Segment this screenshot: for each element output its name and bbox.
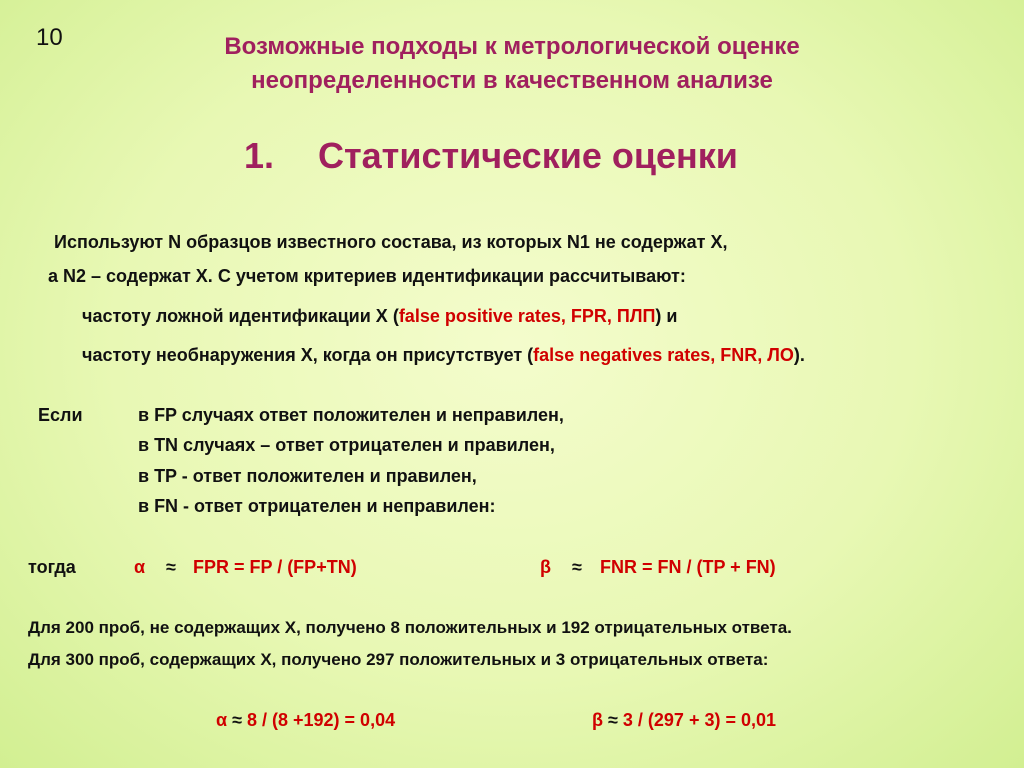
beta-result-calc: 3 / (297 + 3) = 0,01 — [617, 710, 777, 730]
alpha-result-approx: ≈ — [232, 710, 242, 730]
beta-result — [592, 710, 776, 731]
alpha-result — [216, 710, 395, 731]
slide-title-line-2: неопределенности в качественном анализе — [251, 67, 773, 94]
intro-line-2: а N2 – содержат X. С учетом критериев идентификации рассчитывают: — [48, 266, 686, 286]
section-number: 1. — [244, 135, 275, 176]
fnr-close: ). — [793, 345, 805, 365]
fnr-text: частоту необнаружения X, когда он присутствует ( — [82, 345, 534, 365]
then-label: тогда — [28, 557, 76, 577]
case-tp: в TP - ответ положителен и правилен, — [138, 466, 477, 486]
fpr-close: ) и — [655, 306, 678, 326]
section-heading — [244, 135, 738, 177]
slide-number: 10 — [36, 24, 63, 51]
data-line-2: Для 300 проб, содержащих X, получено 297 положительных и 3 отрицательных ответа: — [28, 650, 769, 669]
alpha-approx: ≈ — [166, 557, 176, 577]
fnr-formula: FNR = FN / (TP + FN) — [600, 557, 776, 577]
case-fp: в FP случаях ответ положителен и неправилен, — [138, 405, 564, 425]
data-line-1: Для 200 проб, не содержащих X, получено 8 положительных и 192 отрицательных ответа. — [28, 618, 792, 637]
section-title: Статистические оценки — [318, 135, 738, 176]
beta-approx: ≈ — [572, 557, 582, 577]
fnr-term: false negatives rates, FNR, ЛО — [533, 345, 794, 365]
fpr-formula: FPR = FP / (FP+TN) — [193, 557, 357, 577]
case-tn: в TN случаях – ответ отрицателен и правилен, — [138, 435, 555, 455]
if-label: Если — [38, 405, 83, 425]
intro-line-1: Используют N образцов известного состава, из которых N1 не содержат X, — [54, 232, 728, 252]
alpha-result-symbol: α — [216, 710, 228, 730]
beta-result-approx: ≈ — [608, 710, 618, 730]
intro-line-3 — [82, 306, 677, 327]
alpha-result-calc: 8 / (8 +192) = 0,04 — [241, 710, 396, 730]
case-fn: в FN - ответ отрицателен и неправилен: — [138, 496, 496, 516]
beta-symbol: β — [540, 557, 551, 577]
alpha-symbol: α — [134, 557, 146, 577]
fpr-text: частоту ложной идентификации X ( — [82, 306, 399, 326]
intro-line-4 — [82, 345, 805, 366]
fpr-term: false positive rates, FPR, ПЛП — [398, 306, 656, 326]
beta-result-symbol: β — [592, 710, 603, 730]
slide-title-line-1: Возможные подходы к метрологической оценке — [224, 33, 800, 60]
